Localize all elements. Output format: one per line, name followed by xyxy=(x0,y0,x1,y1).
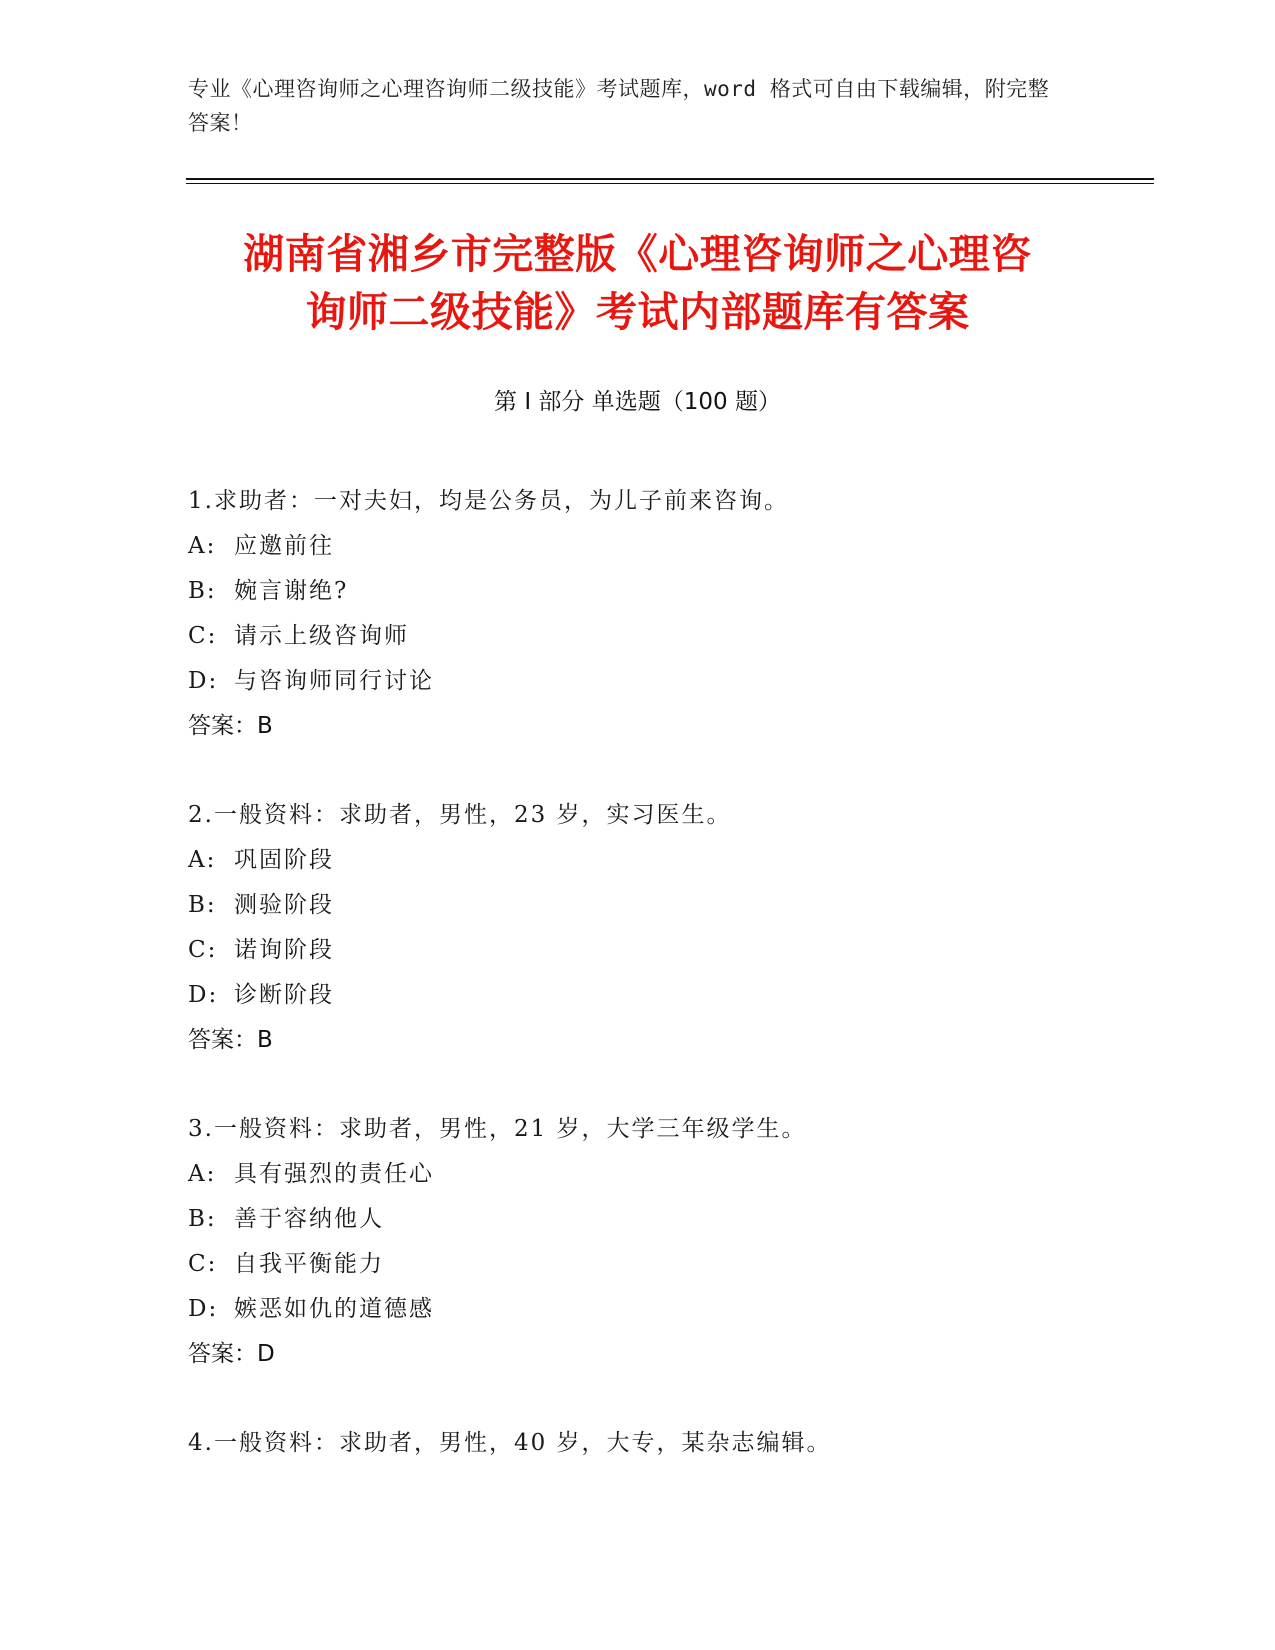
answer-line: 答案：B xyxy=(188,1027,273,1053)
option-letter: D: xyxy=(188,668,219,694)
option-d xyxy=(188,973,1148,1018)
option-text: 与咨询师同行讨论 xyxy=(234,668,434,694)
option-letter: A: xyxy=(188,533,217,559)
option-b xyxy=(188,569,1148,614)
option-a xyxy=(188,838,1148,883)
header-note: 专业《心理咨询师之心理咨询师二级技能》考试题库，word 格式可自由下载编辑，附完整答案！ xyxy=(188,77,1050,135)
option-c xyxy=(188,928,1148,973)
option-letter: B: xyxy=(188,1206,217,1232)
question-1 xyxy=(188,478,1148,749)
document-title-line-1: 湖南省湘乡市完整版《心理咨询师之心理咨 xyxy=(243,230,1032,278)
header-divider-thin xyxy=(186,183,1154,184)
document-title xyxy=(150,225,1125,341)
document-title-line-2: 询师二级技能》考试内部题库有答案 xyxy=(305,288,970,336)
option-b xyxy=(188,883,1148,928)
option-d xyxy=(188,659,1148,704)
question-stem: 2.一般资料：求助者，男性，23 岁，实习医生。 xyxy=(188,802,732,828)
question-stem: 1.求助者：一对夫妇，均是公务员，为儿子前来咨询。 xyxy=(188,488,789,514)
option-text: 自我平衡能力 xyxy=(234,1251,384,1277)
option-b xyxy=(188,1197,1148,1242)
option-text: 巩固阶段 xyxy=(234,847,334,873)
option-text: 测验阶段 xyxy=(234,892,334,918)
question-list xyxy=(188,478,1148,1509)
option-text: 诊断阶段 xyxy=(234,982,334,1008)
question-stem: 3.一般资料：求助者，男性，21 岁，大学三年级学生。 xyxy=(188,1116,807,1142)
answer-line: 答案：B xyxy=(188,713,273,739)
question-4 xyxy=(188,1420,1148,1466)
option-text: 诺询阶段 xyxy=(234,937,334,963)
option-c xyxy=(188,1242,1148,1287)
option-text: 善于容纳他人 xyxy=(234,1206,384,1232)
option-a xyxy=(188,1152,1148,1197)
question-3 xyxy=(188,1106,1148,1377)
option-letter: B: xyxy=(188,892,217,918)
option-text: 嫉恶如仇的道德感 xyxy=(234,1296,434,1322)
option-letter: C: xyxy=(188,1251,218,1277)
option-letter: D: xyxy=(188,982,219,1008)
option-letter: D: xyxy=(188,1296,219,1322)
option-letter: A: xyxy=(188,1161,217,1187)
option-letter: B: xyxy=(188,578,217,604)
option-text: 婉言谢绝? xyxy=(234,578,349,604)
option-c xyxy=(188,614,1148,659)
answer-line: 答案：D xyxy=(188,1341,275,1367)
option-text: 请示上级咨询师 xyxy=(234,623,409,649)
option-text: 应邀前往 xyxy=(234,533,334,559)
option-text: 具有强烈的责任心 xyxy=(234,1161,434,1187)
question-2 xyxy=(188,792,1148,1063)
section-heading: 第 I 部分 单选题（100 题） xyxy=(494,389,781,415)
question-stem: 4.一般资料：求助者，男性，40 岁，大专，某杂志编辑。 xyxy=(188,1430,832,1456)
header-divider-thick xyxy=(186,178,1154,180)
option-letter: C: xyxy=(188,937,218,963)
option-letter: A: xyxy=(188,847,217,873)
option-letter: C: xyxy=(188,623,218,649)
option-a xyxy=(188,524,1148,569)
option-d xyxy=(188,1287,1148,1332)
